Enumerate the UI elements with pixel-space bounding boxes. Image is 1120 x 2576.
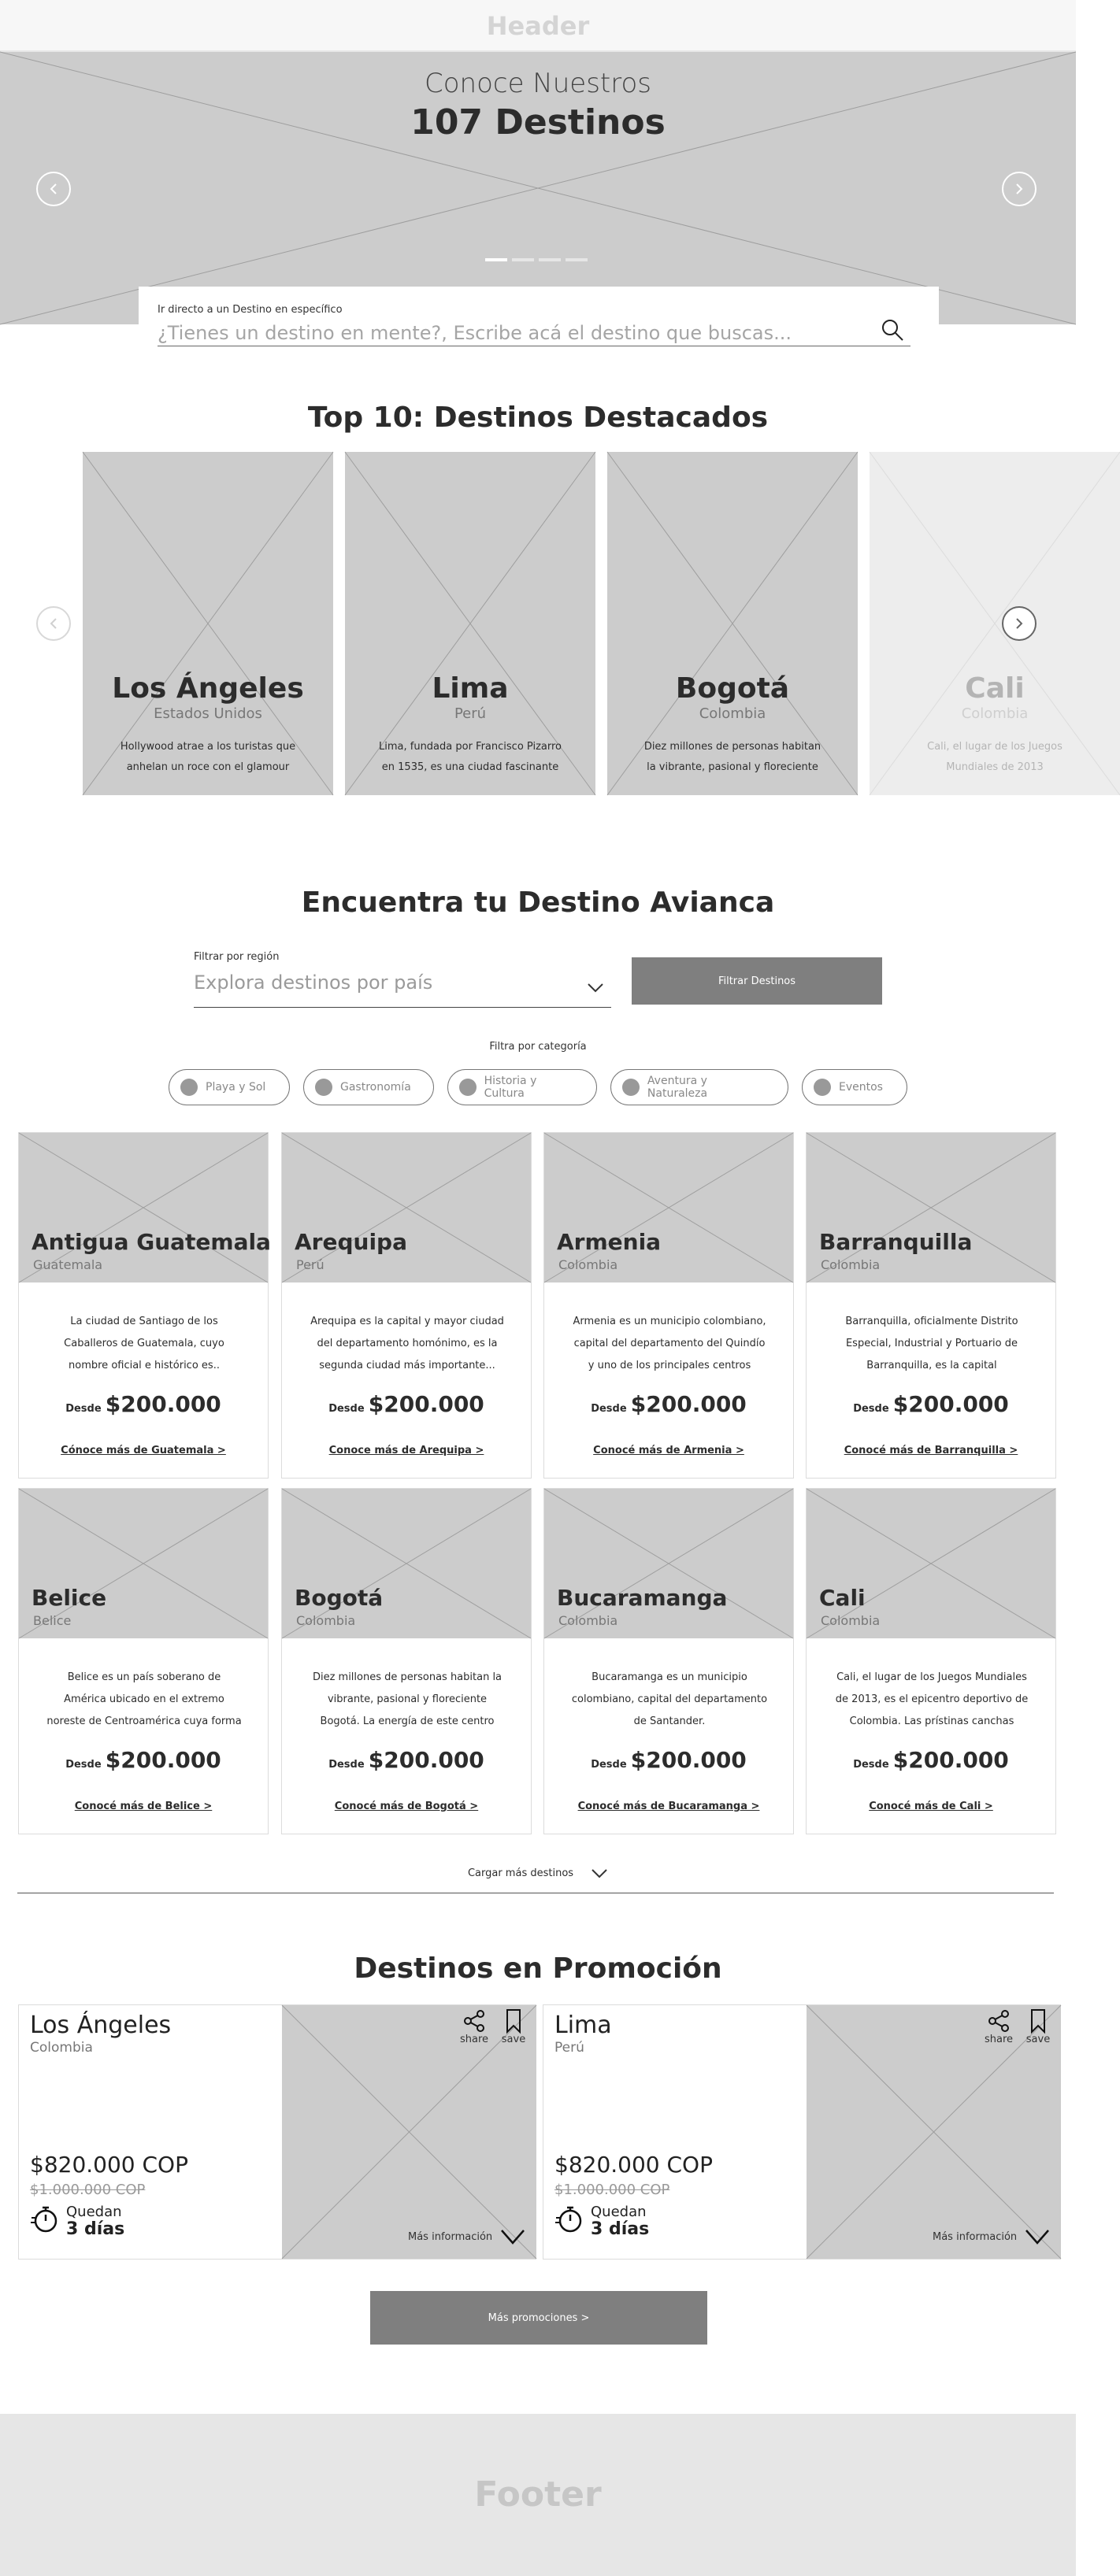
- search-label: Ir directo a un Destino en específico: [158, 304, 343, 316]
- destination-image: [19, 1489, 268, 1638]
- promotion-country: Perú: [554, 2040, 584, 2056]
- search-icon[interactable]: [881, 318, 904, 342]
- destination-card[interactable]: [806, 1488, 1056, 1834]
- promotion-old-price: $1.000.000 COP: [554, 2182, 670, 2198]
- header-label: Header: [486, 11, 590, 41]
- destination-card[interactable]: [281, 1132, 532, 1479]
- top10-card-name: Lima: [432, 672, 509, 705]
- destination-price: [19, 1747, 268, 1773]
- destination-country: Belice: [33, 1613, 72, 1628]
- price-amount: $200.000: [368, 1391, 484, 1417]
- destination-desc: Diez millones de personas habitan la vibrante, pasional y floreciente Bogotá. La energía de este centro: [312, 1671, 503, 1727]
- chevron-right-icon: [1012, 616, 1026, 631]
- promotion-country: Colombia: [30, 2040, 93, 2056]
- destination-name: Armenia: [557, 1229, 662, 1255]
- destination-desc: Armenia es un municipio colombiano, capital del departamento del Quindío y uno de los principales centros: [573, 1316, 766, 1371]
- destination-link[interactable]: Conoce más de Arequipa >: [328, 1445, 484, 1456]
- destination-name: Belice: [32, 1585, 107, 1611]
- destination-link[interactable]: Conocé más de Barranquilla >: [844, 1445, 1018, 1456]
- destination-price: [282, 1391, 531, 1417]
- category-chip-eventos[interactable]: [802, 1069, 907, 1105]
- destination-card[interactable]: [18, 1488, 269, 1834]
- promotion-remaining-label: Quedan: [591, 2204, 647, 2220]
- price-prefix: Desde: [65, 1759, 102, 1771]
- price-amount: $200.000: [105, 1391, 221, 1417]
- destination-link[interactable]: Conocé más de Bogotá >: [334, 1801, 479, 1812]
- destination-price: [807, 1747, 1055, 1773]
- hero-title: 107 Destinos: [410, 102, 666, 142]
- chip-label: Playa y Sol: [206, 1081, 266, 1094]
- top10-card-country: Colombia: [699, 705, 766, 722]
- destination-desc: Arequipa es la capital y mayor ciudad del departamento homónimo, es la segunda ciudad más importante...: [310, 1316, 504, 1371]
- share-button[interactable]: [458, 2008, 490, 2045]
- destination-image: [282, 1133, 531, 1282]
- promotion-name: Lima: [554, 2012, 612, 2039]
- hero-pagination: [485, 258, 588, 261]
- price-prefix: Desde: [853, 1759, 889, 1771]
- top10-card[interactable]: [83, 452, 333, 795]
- destination-image: [544, 1489, 793, 1638]
- destination-card[interactable]: [281, 1488, 532, 1834]
- destination-image: [282, 1489, 531, 1638]
- promotions-title: Destinos en Promoción: [354, 1952, 722, 1985]
- chevron-down-icon: [591, 1864, 608, 1882]
- top10-card-desc: Diez millones de personas habitan la vibrante, pasional y floreciente: [643, 741, 821, 773]
- destination-price: [282, 1747, 531, 1773]
- top10-title: Top 10: Destinos Destacados: [307, 402, 769, 434]
- top10-card-desc: Cali, el lugar de los Juegos Mundiales de 2013: [927, 741, 1063, 773]
- promotion-name: Los Ángeles: [30, 2012, 172, 2039]
- category-chip-historia[interactable]: [447, 1069, 597, 1105]
- destination-image: [807, 1133, 1055, 1282]
- region-label: Filtrar por región: [194, 951, 280, 963]
- destination-image: [544, 1133, 793, 1282]
- price-amount: $200.000: [105, 1747, 221, 1773]
- destination-card[interactable]: [543, 1132, 794, 1479]
- price-amount: $200.000: [630, 1391, 747, 1417]
- save-label: save: [501, 2034, 526, 2045]
- destination-link[interactable]: Cónoce más de Guatemala >: [61, 1445, 226, 1456]
- price-prefix: Desde: [328, 1403, 365, 1415]
- top10-card[interactable]: [607, 452, 858, 795]
- promotion-price: $820.000 COP: [554, 2152, 713, 2178]
- price-amount: $200.000: [892, 1391, 1009, 1417]
- share-icon: [986, 2008, 1011, 2034]
- chip-label: Historia y Cultura: [484, 1075, 537, 1100]
- top10-next-button[interactable]: [1002, 606, 1037, 641]
- search-input[interactable]: [158, 320, 910, 346]
- hero-dot[interactable]: [512, 258, 534, 261]
- bookmark-icon: [501, 2008, 526, 2034]
- promotion-card[interactable]: [543, 2004, 1061, 2260]
- top10-card-country: Colombia: [961, 705, 1029, 722]
- destination-country: Perú: [296, 1257, 325, 1272]
- top10-card-desc: Hollywood atrae a los turistas que anhelan un roce con el glamour: [120, 741, 296, 773]
- category-chips: [0, 1069, 1076, 1105]
- more-info-label: Más información: [408, 2230, 493, 2243]
- destination-desc: Belice es un país soberano de América ubicado en el extremo noreste de Centroamérica cuya forma: [46, 1671, 242, 1727]
- save-button[interactable]: [498, 2008, 529, 2045]
- destination-price: [544, 1391, 793, 1417]
- price-prefix: Desde: [853, 1403, 889, 1415]
- save-button[interactable]: [1022, 2008, 1054, 2045]
- price-prefix: Desde: [65, 1403, 102, 1415]
- load-more-button[interactable]: [0, 1864, 1076, 1882]
- chevron-right-icon: [1012, 182, 1026, 196]
- chevron-left-icon: [46, 616, 61, 631]
- top10-card[interactable]: [870, 452, 1120, 795]
- event-icon: [814, 1079, 831, 1096]
- share-label: share: [984, 2034, 1014, 2045]
- load-more-label: Cargar más destinos: [467, 1867, 574, 1879]
- destination-desc: La ciudad de Santiago de los Caballeros de Guatemala, cuyo nombre oficial e histórico es..: [64, 1316, 224, 1371]
- beach-icon: [180, 1079, 198, 1096]
- region-select-value: Explora destinos por país: [194, 972, 433, 994]
- region-select[interactable]: [194, 970, 611, 1008]
- promotion-days: 3 días: [66, 2219, 125, 2239]
- price-prefix: Desde: [591, 1759, 627, 1771]
- destination-name: Antigua Guatemala: [32, 1229, 271, 1255]
- price-prefix: Desde: [328, 1759, 365, 1771]
- filter-destinations-button[interactable]: Filtrar Destinos: [632, 957, 882, 1005]
- footer-label: Footer: [474, 2474, 602, 2515]
- category-label: Filtra por categoría: [489, 1041, 587, 1053]
- page-footer: [0, 2414, 1076, 2576]
- category-chip-gastronomia[interactable]: [303, 1069, 434, 1105]
- price-amount: $200.000: [630, 1747, 747, 1773]
- destination-desc: Barranquilla, oficialmente Distrito Especial, Industrial y Portuario de Barranquilla, es la capital: [845, 1316, 1018, 1371]
- nature-icon: [622, 1079, 640, 1096]
- category-chip-playa[interactable]: [169, 1069, 290, 1105]
- destination-name: Bogotá: [295, 1585, 384, 1611]
- destination-link[interactable]: Conocé más de Armenia >: [593, 1445, 744, 1456]
- top10-card-country: Perú: [454, 705, 487, 722]
- hero-dot[interactable]: [485, 258, 507, 261]
- destination-name: Bucaramanga: [557, 1585, 728, 1611]
- promotion-days: 3 días: [591, 2219, 650, 2239]
- destination-country: Colombia: [821, 1613, 881, 1628]
- hero-prev-button[interactable]: [36, 172, 71, 206]
- more-info-button[interactable]: [408, 2227, 525, 2246]
- destination-image: [19, 1133, 271, 1282]
- destination-country: Colombia: [821, 1257, 881, 1272]
- bookmark-icon: [1025, 2008, 1051, 2034]
- chip-label: Aventura y Naturaleza: [647, 1075, 708, 1100]
- destination-country: Colombia: [558, 1613, 618, 1628]
- history-icon: [459, 1079, 477, 1096]
- top10-prev-button[interactable]: [36, 606, 71, 641]
- destination-country: Colombia: [558, 1257, 618, 1272]
- chevron-down-icon: [500, 2227, 525, 2246]
- top10-card[interactable]: [345, 452, 595, 795]
- destination-desc: Cali, el lugar de los Juegos Mundiales de 2013, es el epicentro deportivo de Colombia. Las prístinas canchas: [835, 1671, 1029, 1727]
- destination-image: [807, 1489, 1055, 1638]
- chevron-down-icon: [1025, 2227, 1050, 2246]
- share-label: share: [459, 2034, 489, 2045]
- destination-card[interactable]: [18, 1132, 269, 1479]
- price-amount: $200.000: [368, 1747, 484, 1773]
- promotion-price: $820.000 COP: [30, 2152, 188, 2178]
- destination-card[interactable]: [806, 1132, 1056, 1479]
- stopwatch-icon: [554, 2204, 584, 2234]
- promotion-card[interactable]: [18, 2004, 536, 2260]
- hero-dot[interactable]: [539, 258, 561, 261]
- chip-label: Eventos: [839, 1081, 883, 1094]
- top10-card-clip: [870, 452, 1063, 795]
- hero-dot[interactable]: [566, 258, 588, 261]
- top10-card-country: Estados Unidos: [154, 705, 262, 722]
- promotion-old-price: $1.000.000 COP: [30, 2182, 146, 2198]
- top10-card-desc: Lima, fundada por Francisco Pizarro en 1535, es una ciudad fascinante: [379, 741, 562, 773]
- promotion-remaining-label: Quedan: [66, 2204, 122, 2220]
- destination-link[interactable]: Conocé más de Belice >: [74, 1801, 213, 1812]
- destination-price: [19, 1391, 268, 1417]
- chip-label: Gastronomía: [340, 1081, 411, 1094]
- category-chip-aventura[interactable]: [610, 1069, 788, 1105]
- destination-link[interactable]: Conocé más de Cali >: [869, 1801, 993, 1812]
- more-info-label: Más información: [933, 2230, 1018, 2243]
- top10-card-name: Los Ángeles: [112, 672, 304, 705]
- destination-country: Colombia: [296, 1613, 356, 1628]
- destination-link[interactable]: Conocé más de Bucaramanga >: [577, 1801, 760, 1812]
- destination-name: Arequipa: [295, 1229, 407, 1255]
- destination-price: [544, 1747, 793, 1773]
- destination-name: Barranquilla: [819, 1229, 973, 1255]
- page-header: [0, 0, 1076, 52]
- hero-subtitle: Conoce Nuestros: [424, 68, 651, 99]
- top10-card-name: Cali: [965, 672, 1025, 705]
- more-promotions-button[interactable]: Más promociones >: [370, 2291, 707, 2345]
- top10-card-name: Bogotá: [675, 672, 790, 705]
- chevron-down-icon: [586, 978, 605, 997]
- destination-desc: Bucaramanga es un municipio colombiano, capital del departamento de Santander.: [571, 1671, 768, 1727]
- share-icon: [462, 2008, 487, 2034]
- destination-card[interactable]: [543, 1488, 794, 1834]
- destination-price: [807, 1391, 1055, 1417]
- share-button[interactable]: [983, 2008, 1014, 2045]
- food-icon: [315, 1079, 332, 1096]
- search-panel: [139, 287, 939, 373]
- more-info-button[interactable]: [933, 2227, 1050, 2246]
- destination-name: Cali: [819, 1585, 866, 1611]
- price-prefix: Desde: [591, 1403, 627, 1415]
- price-amount: $200.000: [892, 1747, 1009, 1773]
- save-label: save: [1025, 2034, 1051, 2045]
- destination-country: Guatemala: [33, 1257, 103, 1272]
- hero-next-button[interactable]: [1002, 172, 1037, 206]
- finder-title: Encuentra tu Destino Avianca: [301, 886, 775, 919]
- stopwatch-icon: [30, 2204, 60, 2234]
- chevron-left-icon: [46, 182, 61, 196]
